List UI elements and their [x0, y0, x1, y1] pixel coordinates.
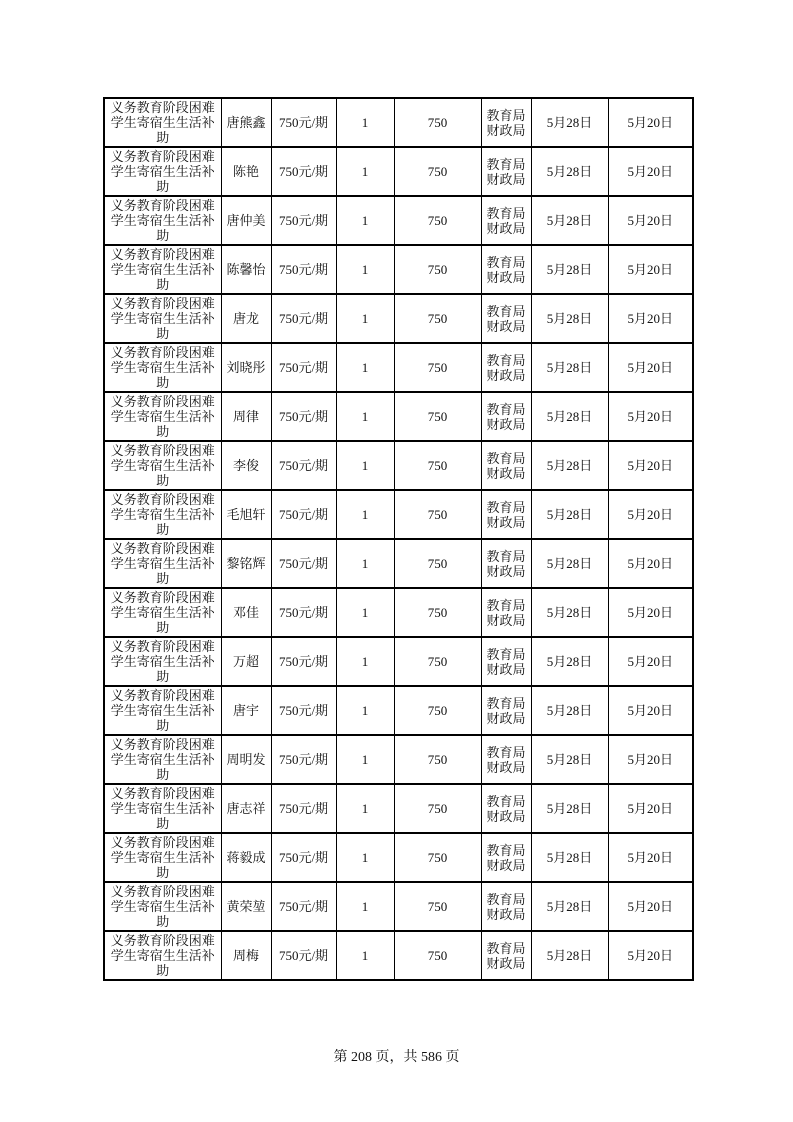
cell-recipient-name: 周梅 [221, 931, 271, 980]
cell-date-1: 5月28日 [531, 98, 608, 147]
cell-quantity: 1 [336, 441, 394, 490]
cell-amount: 750 [394, 245, 481, 294]
cell-date-2: 5月20日 [608, 196, 693, 245]
cell-quantity: 1 [336, 833, 394, 882]
cell-date-1: 5月28日 [531, 147, 608, 196]
cell-standard: 750元/期 [271, 98, 336, 147]
subsidy-table [103, 97, 694, 981]
cell-project: 义务教育阶段困难学生寄宿生生活补助 [104, 294, 221, 343]
cell-standard: 750元/期 [271, 441, 336, 490]
cell-agency: 教育局财政局 [481, 784, 531, 833]
cell-date-2: 5月20日 [608, 735, 693, 784]
cell-agency: 教育局财政局 [481, 833, 531, 882]
cell-recipient-name: 黄荣堃 [221, 882, 271, 931]
cell-date-2: 5月20日 [608, 686, 693, 735]
cell-date-2: 5月20日 [608, 833, 693, 882]
cell-project: 义务教育阶段困难学生寄宿生生活补助 [104, 637, 221, 686]
cell-date-1: 5月28日 [531, 833, 608, 882]
cell-quantity: 1 [336, 784, 394, 833]
cell-agency: 教育局财政局 [481, 490, 531, 539]
cell-date-2: 5月20日 [608, 588, 693, 637]
cell-project: 义务教育阶段困难学生寄宿生生活补助 [104, 98, 221, 147]
cell-amount: 750 [394, 147, 481, 196]
cell-project: 义务教育阶段困难学生寄宿生生活补助 [104, 245, 221, 294]
table-row [104, 294, 693, 343]
cell-standard: 750元/期 [271, 539, 336, 588]
cell-date-1: 5月28日 [531, 294, 608, 343]
table-row [104, 784, 693, 833]
table-row [104, 490, 693, 539]
cell-quantity: 1 [336, 294, 394, 343]
table-row [104, 392, 693, 441]
cell-date-1: 5月28日 [531, 588, 608, 637]
cell-quantity: 1 [336, 392, 394, 441]
table-row [104, 931, 693, 980]
cell-quantity: 1 [336, 588, 394, 637]
cell-standard: 750元/期 [271, 490, 336, 539]
cell-amount: 750 [394, 637, 481, 686]
cell-standard: 750元/期 [271, 245, 336, 294]
cell-standard: 750元/期 [271, 196, 336, 245]
cell-standard: 750元/期 [271, 882, 336, 931]
cell-standard: 750元/期 [271, 343, 336, 392]
cell-project: 义务教育阶段困难学生寄宿生生活补助 [104, 392, 221, 441]
cell-date-1: 5月28日 [531, 784, 608, 833]
cell-date-1: 5月28日 [531, 196, 608, 245]
cell-agency: 教育局财政局 [481, 294, 531, 343]
cell-date-1: 5月28日 [531, 637, 608, 686]
cell-quantity: 1 [336, 931, 394, 980]
cell-agency: 教育局财政局 [481, 539, 531, 588]
cell-agency: 教育局财政局 [481, 637, 531, 686]
cell-quantity: 1 [336, 245, 394, 294]
cell-amount: 750 [394, 588, 481, 637]
cell-amount: 750 [394, 196, 481, 245]
cell-standard: 750元/期 [271, 833, 336, 882]
cell-standard: 750元/期 [271, 294, 336, 343]
table-row [104, 539, 693, 588]
cell-date-2: 5月20日 [608, 882, 693, 931]
cell-quantity: 1 [336, 98, 394, 147]
cell-recipient-name: 万超 [221, 637, 271, 686]
cell-quantity: 1 [336, 735, 394, 784]
cell-recipient-name: 唐仲美 [221, 196, 271, 245]
cell-amount: 750 [394, 343, 481, 392]
cell-project: 义务教育阶段困难学生寄宿生生活补助 [104, 686, 221, 735]
cell-quantity: 1 [336, 637, 394, 686]
table-row [104, 882, 693, 931]
cell-date-2: 5月20日 [608, 98, 693, 147]
cell-date-2: 5月20日 [608, 931, 693, 980]
table-row [104, 686, 693, 735]
cell-project: 义务教育阶段困难学生寄宿生生活补助 [104, 343, 221, 392]
cell-project: 义务教育阶段困难学生寄宿生生活补助 [104, 588, 221, 637]
cell-recipient-name: 陈艳 [221, 147, 271, 196]
cell-recipient-name: 蒋毅成 [221, 833, 271, 882]
table-row [104, 441, 693, 490]
cell-date-2: 5月20日 [608, 392, 693, 441]
page-footer: 第 208 页，共 586 页 [333, 1050, 460, 1065]
cell-project: 义务教育阶段困难学生寄宿生生活补助 [104, 539, 221, 588]
cell-recipient-name: 陈馨怡 [221, 245, 271, 294]
cell-quantity: 1 [336, 343, 394, 392]
cell-date-1: 5月28日 [531, 931, 608, 980]
cell-recipient-name: 唐熊鑫 [221, 98, 271, 147]
cell-amount: 750 [394, 490, 481, 539]
cell-date-1: 5月28日 [531, 539, 608, 588]
cell-quantity: 1 [336, 686, 394, 735]
cell-amount: 750 [394, 98, 481, 147]
cell-date-1: 5月28日 [531, 441, 608, 490]
cell-date-1: 5月28日 [531, 882, 608, 931]
cell-amount: 750 [394, 441, 481, 490]
cell-recipient-name: 刘晓彤 [221, 343, 271, 392]
cell-recipient-name: 黎铭辉 [221, 539, 271, 588]
cell-standard: 750元/期 [271, 686, 336, 735]
cell-recipient-name: 李俊 [221, 441, 271, 490]
table-row [104, 147, 693, 196]
cell-amount: 750 [394, 784, 481, 833]
cell-date-1: 5月28日 [531, 686, 608, 735]
cell-project: 义务教育阶段困难学生寄宿生生活补助 [104, 735, 221, 784]
cell-date-2: 5月20日 [608, 147, 693, 196]
table-row [104, 196, 693, 245]
cell-agency: 教育局财政局 [481, 196, 531, 245]
cell-amount: 750 [394, 392, 481, 441]
cell-agency: 教育局财政局 [481, 735, 531, 784]
table-row [104, 245, 693, 294]
cell-date-2: 5月20日 [608, 343, 693, 392]
cell-standard: 750元/期 [271, 147, 336, 196]
cell-agency: 教育局财政局 [481, 245, 531, 294]
table-row [104, 735, 693, 784]
cell-project: 义务教育阶段困难学生寄宿生生活补助 [104, 147, 221, 196]
cell-agency: 教育局财政局 [481, 931, 531, 980]
cell-quantity: 1 [336, 147, 394, 196]
cell-date-1: 5月28日 [531, 245, 608, 294]
cell-project: 义务教育阶段困难学生寄宿生生活补助 [104, 490, 221, 539]
table-row [104, 588, 693, 637]
cell-recipient-name: 周律 [221, 392, 271, 441]
cell-amount: 750 [394, 539, 481, 588]
cell-recipient-name: 周明发 [221, 735, 271, 784]
cell-date-2: 5月20日 [608, 441, 693, 490]
cell-agency: 教育局财政局 [481, 343, 531, 392]
cell-agency: 教育局财政局 [481, 882, 531, 931]
cell-amount: 750 [394, 931, 481, 980]
cell-amount: 750 [394, 294, 481, 343]
cell-amount: 750 [394, 882, 481, 931]
cell-date-2: 5月20日 [608, 294, 693, 343]
cell-standard: 750元/期 [271, 637, 336, 686]
subsidy-table-body [104, 98, 693, 980]
cell-date-1: 5月28日 [531, 343, 608, 392]
cell-amount: 750 [394, 686, 481, 735]
cell-date-1: 5月28日 [531, 735, 608, 784]
cell-date-2: 5月20日 [608, 637, 693, 686]
cell-project: 义务教育阶段困难学生寄宿生生活补助 [104, 784, 221, 833]
cell-project: 义务教育阶段困难学生寄宿生生活补助 [104, 882, 221, 931]
cell-recipient-name: 毛旭轩 [221, 490, 271, 539]
cell-agency: 教育局财政局 [481, 392, 531, 441]
cell-agency: 教育局财政局 [481, 588, 531, 637]
cell-standard: 750元/期 [271, 931, 336, 980]
cell-recipient-name: 邓佳 [221, 588, 271, 637]
cell-standard: 750元/期 [271, 392, 336, 441]
table-row [104, 343, 693, 392]
cell-agency: 教育局财政局 [481, 441, 531, 490]
cell-agency: 教育局财政局 [481, 147, 531, 196]
table-row [104, 637, 693, 686]
cell-standard: 750元/期 [271, 588, 336, 637]
cell-quantity: 1 [336, 490, 394, 539]
cell-agency: 教育局财政局 [481, 686, 531, 735]
cell-date-2: 5月20日 [608, 784, 693, 833]
cell-quantity: 1 [336, 539, 394, 588]
cell-standard: 750元/期 [271, 784, 336, 833]
cell-date-2: 5月20日 [608, 539, 693, 588]
cell-project: 义务教育阶段困难学生寄宿生生活补助 [104, 441, 221, 490]
table-row [104, 98, 693, 147]
cell-quantity: 1 [336, 882, 394, 931]
cell-date-1: 5月28日 [531, 392, 608, 441]
cell-recipient-name: 唐宇 [221, 686, 271, 735]
cell-recipient-name: 唐志祥 [221, 784, 271, 833]
cell-quantity: 1 [336, 196, 394, 245]
cell-project: 义务教育阶段困难学生寄宿生生活补助 [104, 196, 221, 245]
table-row [104, 833, 693, 882]
cell-recipient-name: 唐龙 [221, 294, 271, 343]
cell-date-2: 5月20日 [608, 245, 693, 294]
cell-date-1: 5月28日 [531, 490, 608, 539]
cell-amount: 750 [394, 735, 481, 784]
cell-standard: 750元/期 [271, 735, 336, 784]
cell-project: 义务教育阶段困难学生寄宿生生活补助 [104, 931, 221, 980]
cell-amount: 750 [394, 833, 481, 882]
cell-agency: 教育局财政局 [481, 98, 531, 147]
cell-date-2: 5月20日 [608, 490, 693, 539]
cell-project: 义务教育阶段困难学生寄宿生生活补助 [104, 833, 221, 882]
